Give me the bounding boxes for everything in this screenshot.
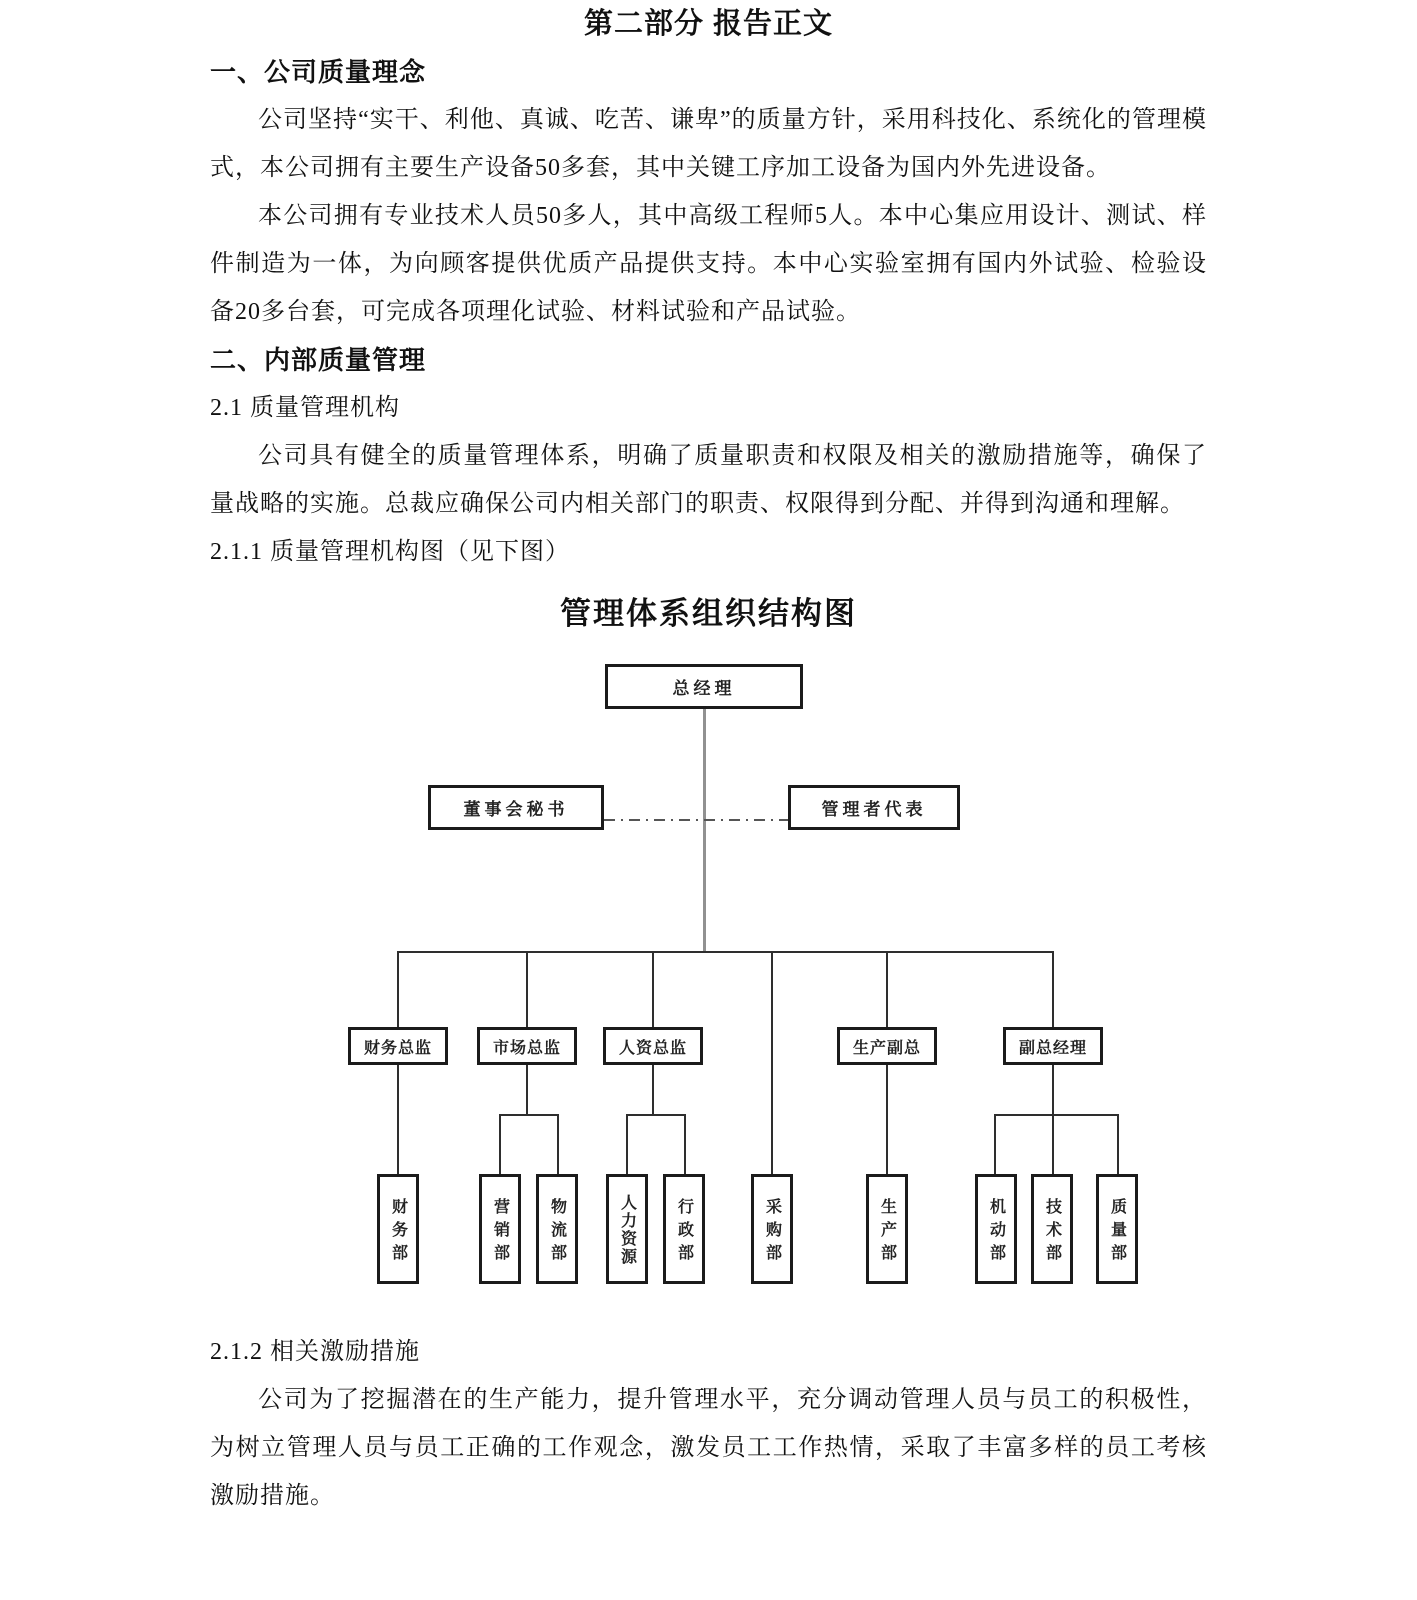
node-dept-logistics: 物流部: [536, 1174, 578, 1284]
connector-line: [684, 1114, 686, 1174]
node-board-secretary: 董事会秘书: [428, 785, 604, 830]
heading-2-1-1: 2.1.1 质量管理机构图（见下图）: [210, 539, 570, 565]
connector-line: [397, 951, 1054, 953]
heading-internal-quality: 二、内部质量管理: [210, 345, 427, 375]
connector-line: [652, 951, 654, 1027]
node-director-finance: 财务总监: [348, 1027, 448, 1065]
connector-line: [526, 1065, 528, 1114]
connector-line: [557, 1114, 559, 1174]
connector-line: [499, 1114, 501, 1174]
page-title: 第二部分 报告正文: [583, 8, 834, 40]
connector-line: [397, 1065, 399, 1174]
connector-line: [703, 709, 706, 951]
connector-line: [994, 1114, 1119, 1116]
node-dept-machinery: 机动部: [975, 1174, 1017, 1284]
paragraph-technical-staff: 本公司拥有专业技术人员50多人，其中高级工程师5人。本中心集应用设计、测试、样件制造为一体，为向顾客提供优质产品提供支持。本中心实验室拥有国内外试验、检验设备20多台套，可完成各项理化试验、材料试验和产品试验。: [210, 203, 1207, 325]
dash-dot-connector: [604, 816, 788, 824]
node-dept-production: 生产部: [866, 1174, 908, 1284]
heading-2-1-2: 2.1.2 相关激励措施: [210, 1339, 420, 1365]
connector-line: [1117, 1114, 1119, 1174]
connector-line: [626, 1114, 686, 1116]
connector-line: [499, 1114, 559, 1116]
org-chart-title: 管理体系组织结构图: [560, 596, 857, 631]
connector-line: [626, 1114, 628, 1174]
connector-line: [1052, 1065, 1054, 1114]
node-dept-quality: 质量部: [1096, 1174, 1138, 1284]
paragraph-quality-system: 公司具有健全的质量管理体系，明确了质量职责和权限及相关的激励措施等，确保了量战略的实施。总裁应确保公司内相关部门的职责、权限得到分配、并得到沟通和理解。: [210, 443, 1207, 517]
node-dept-procurement: 采购部: [751, 1174, 793, 1284]
node-deputy-general-manager: 副总经理: [1003, 1027, 1103, 1065]
node-dept-finance: 财务部: [377, 1174, 419, 1284]
node-director-hr: 人资总监: [603, 1027, 703, 1065]
connector-line: [886, 1065, 888, 1174]
heading-quality-philosophy: 一、公司质量理念: [210, 57, 427, 87]
node-dept-technology: 技术部: [1031, 1174, 1073, 1284]
node-dept-administration: 行政部: [663, 1174, 705, 1284]
node-dept-marketing: 营销部: [479, 1174, 521, 1284]
connector-line: [886, 951, 888, 1027]
connector-line: [1052, 1114, 1054, 1174]
connector-line: [1052, 951, 1054, 1027]
node-director-marketing: 市场总监: [477, 1027, 577, 1065]
connector-line: [994, 1114, 996, 1174]
heading-2-1: 2.1 质量管理机构: [210, 395, 400, 421]
node-general-manager: 总经理: [605, 664, 803, 709]
connector-line: [526, 951, 528, 1027]
node-dept-human-resources: 人力资源: [606, 1174, 648, 1284]
node-vp-production: 生产副总: [837, 1027, 937, 1065]
connector-line: [652, 1065, 654, 1114]
document-page-bottom: [0, 1328, 1417, 1520]
connector-line: [397, 951, 399, 1027]
paragraph-incentives: 公司为了挖掘潜在的生产能力，提升管理水平，充分调动管理人员与员工的积极性，为树立管理人员与员工正确的工作观念，激发员工工作热情，采取了丰富多样的员工考核激励措施。: [210, 1387, 1207, 1509]
connector-line: [771, 951, 773, 1174]
node-management-representative: 管理者代表: [788, 785, 960, 830]
org-chart: [0, 576, 1417, 1328]
paragraph-quality-policy: 公司坚持“实干、利他、真诚、吃苦、谦卑”的质量方针，采用科技化、系统化的管理模式，本公司拥有主要生产设备50多套，其中关键工序加工设备为国内外先进设备。: [210, 107, 1207, 181]
document-page: [0, 0, 1417, 576]
